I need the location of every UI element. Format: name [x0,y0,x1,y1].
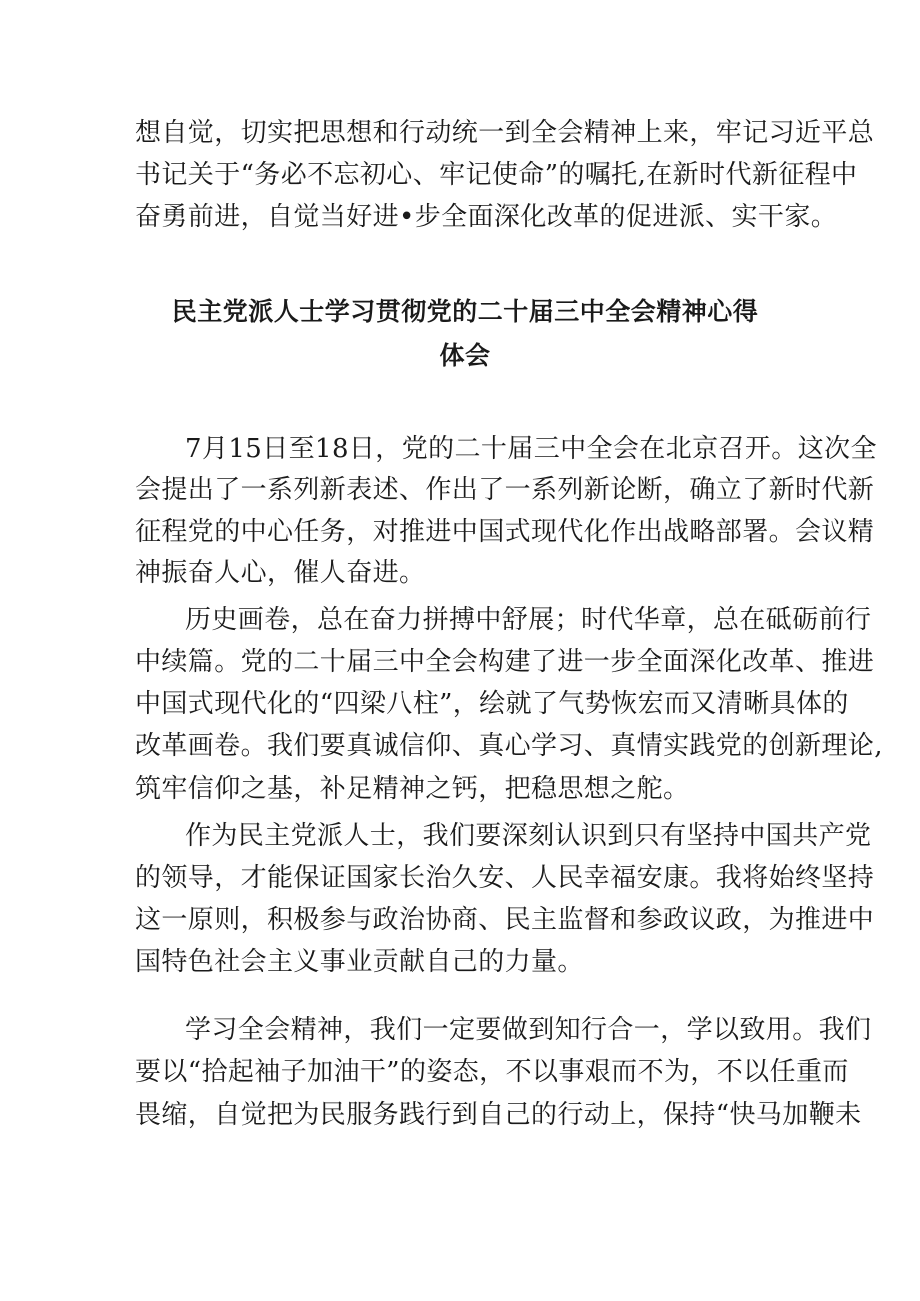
text-line: 历史画卷，总在奋力拼搏中舒展；时代华章，总在砥砺前行 [185,605,872,635]
text-line: 要以“拾起袖子加油干”的姿态，不以事艰而不为，不以任重而 [135,1057,849,1087]
article-title-line-1: 民主党派人士学习贯彻党的二十届三中全会精神心得 [171,297,759,326]
text-line: 中续篇。党的二十届三中全会构建了进一步全面深化改革、推进 [135,647,875,677]
text-line: 书记关于“务必不忘初心、牢记使命”的嘱托,在新时代新征程中 [135,160,858,190]
article-title-line-2: 体会 [439,341,491,370]
text-line: 筑牢信仰之基，补足精神之钙，把稳思想之舵。 [135,774,690,804]
text-line: 国特色社会主义事业贡献自己的力量。 [135,947,584,977]
text-line: 会提出了一系列新表述、作出了一系列新论断，确立了新时代新 [135,475,875,505]
text-line: 作为民主党派人士，我们要深刻认识到只有坚持中国共产党 [185,821,872,851]
text-line: 畏缩，自觉把为民服务践行到自己的行动上，保持“快马加鞭未 [135,1100,862,1130]
text-line: 中国式现代化的“四梁八柱”，绘就了气势恢宏而又清晰具体的 [135,689,849,719]
text-line: 的领导，才能保证国家长治久安、人民幸福安康。我将始终坚持 [135,863,875,893]
text-line: 奋勇前进，自觉当好进•步全面深化改革的促进派、实干家。 [135,202,838,232]
text-line: 改革画卷。我们要真诚信仰、真心学习、真情实践党的创新理论, [135,731,883,761]
text-line: 7月15日至18日，党的二十届三中全会在北京召开。这次全 [185,434,877,464]
text-line: 这一原则，积极参与政治协商、民主监督和参政议政，为推进中 [135,905,875,935]
text-line: 神振奋人心，催人奋进。 [135,558,426,588]
text-line: 想自觉，切实把思想和行动统一到全会精神上来，牢记习近平总 [135,118,875,148]
text-line: 学习全会精神，我们一定要做到知行合一，学以致用。我们 [185,1015,872,1045]
text-line: 征程党的中心任务，对推进中国式现代化作出战略部署。会议精 [135,517,875,547]
